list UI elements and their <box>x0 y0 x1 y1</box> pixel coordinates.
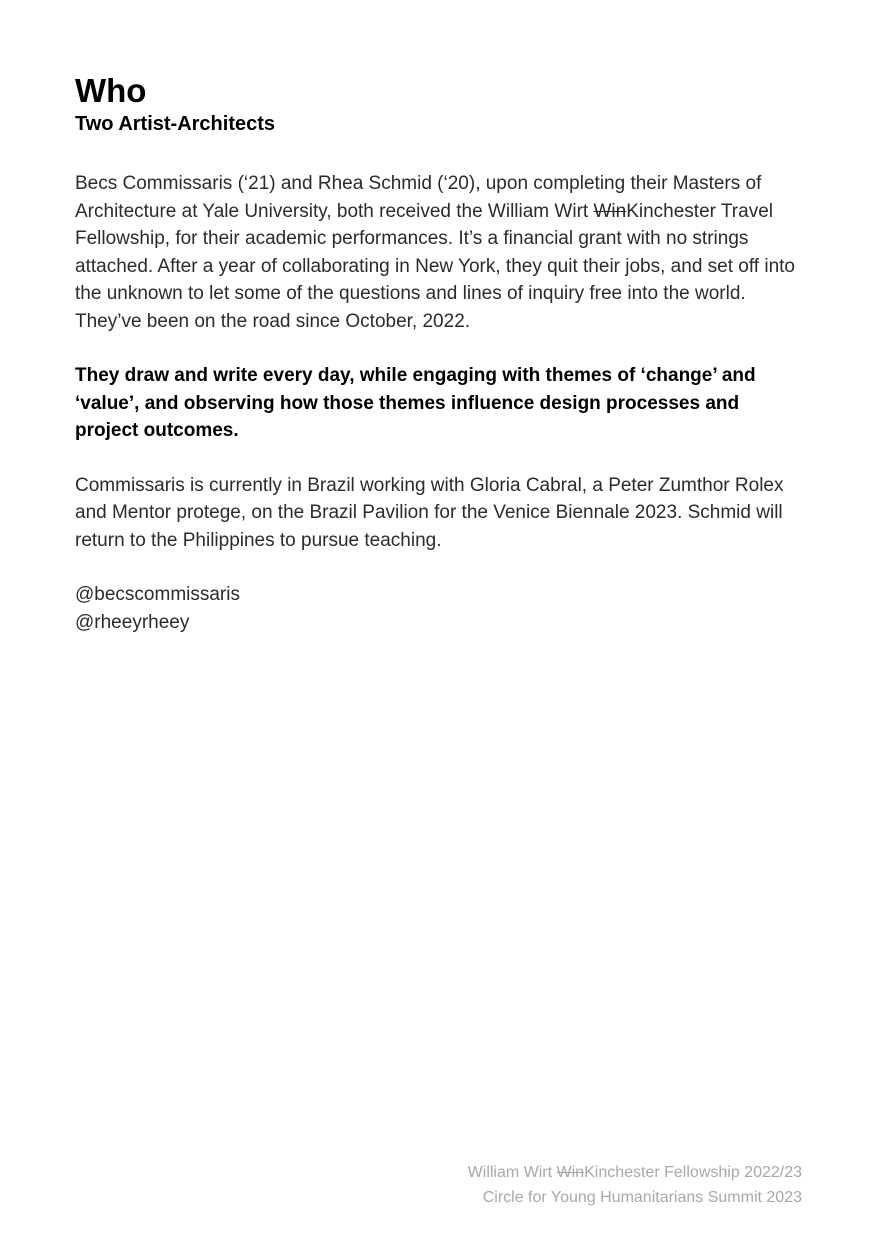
page-footer <box>468 1160 802 1210</box>
intro-text-end: Kinchester Travel Fellowship, for their academic performances. It’s a financial grant with no strings attached. After a year of collaborating in New York, they quit their jobs, and set off into the unknown to let some of the questions and lines of inquiry free into the world. They’ve been on the road since October, 2022. <box>75 200 795 332</box>
footer-text-end: Kinchester Fellowship 2022/23 <box>584 1164 802 1181</box>
social-handle: @becscommissaris <box>75 584 240 605</box>
intro-paragraph <box>75 170 805 335</box>
intro-text-start: Becs Commissaris (‘21) and Rhea Schmid (‘20), upon completing their Masters of Architecture at Yale University, both received the William Wirt <box>75 173 762 222</box>
footer-text-start: William Wirt <box>467 1164 557 1181</box>
footer-fellowship-line <box>468 1160 802 1185</box>
social-handles <box>75 581 805 636</box>
document-page <box>75 72 805 636</box>
footer-struck-text: Win <box>556 1164 585 1181</box>
footer-summit-line: Circle for Young Humanitarians Summit 2023 <box>482 1189 802 1206</box>
current-paragraph: Commissaris is currently in Brazil working with Gloria Cabral, a Peter Zumthor Rolex and Mentor protege, on the Brazil Pavilion for the Venice Biennale 2023. Schmid will return to the Philippines to pursue teaching. <box>75 474 784 551</box>
social-handle: @rheeyrheey <box>75 611 190 633</box>
page-subtitle: Two Artist-Architects <box>75 113 276 135</box>
intro-struck-text: Win <box>593 200 627 222</box>
highlight-paragraph: They draw and write every day, while engaging with themes of ‘change’ and ‘value’, and observing how those themes influence design processes and project outcomes. <box>75 365 756 441</box>
page-title: Who <box>75 72 147 109</box>
